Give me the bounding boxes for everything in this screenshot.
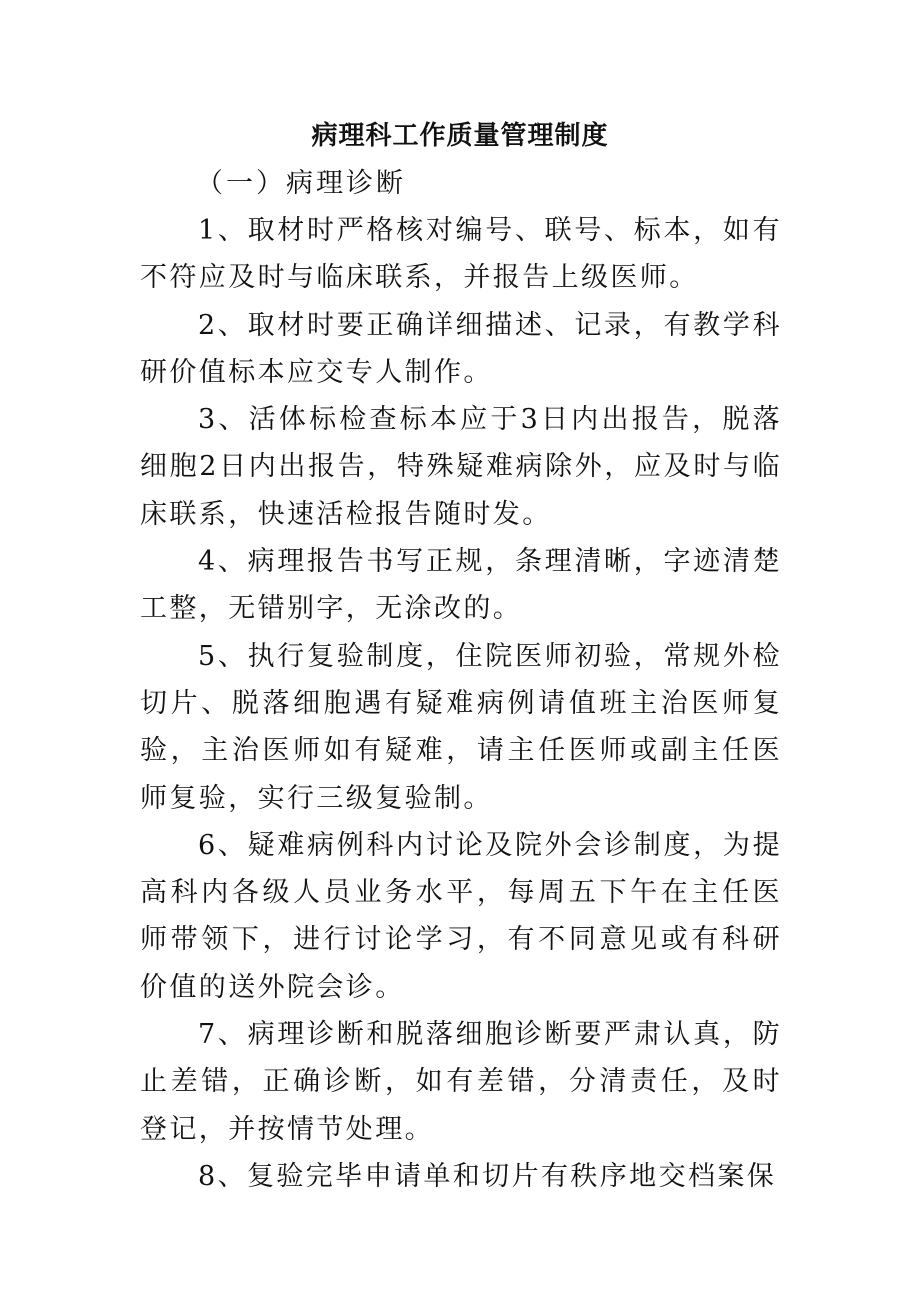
section-heading: （一）病理诊断	[196, 168, 406, 199]
document-body	[140, 207, 782, 1200]
paragraph-3: 3、活体标检查标本应于3日内出报告，脱落细胞2日内出报告，特殊疑难病除外，应及时与临床联系，快速活检报告随时发。	[140, 404, 782, 530]
paragraph-7: 7、病理诊断和脱落细胞诊断要严肃认真，防止差错，正确诊断，如有差错，分清责任，及时登记，并按情节处理。	[140, 1019, 782, 1145]
paragraph-6: 6、疑难病例科内讨论及院外会诊制度，为提高科内各级人员业务水平，每周五下午在主任医师带领下，进行讨论学习，有不同意见或有科研价值的送外院会诊。	[140, 829, 782, 1003]
paragraph-1: 1、取材时严格核对编号、联号、标本，如有不符应及时与临床联系，并报告上级医师。	[140, 215, 782, 294]
paragraph-4: 4、病理报告书写正规，条理清晰，字迹清楚工整，无错别字，无涂改的。	[140, 546, 782, 625]
paragraph-8: 8、复验完毕申请单和切片有秩序地交档案保	[198, 1160, 777, 1192]
paragraph-5: 5、执行复验制度，住院医师初验，常规外检切片、脱落细胞遇有疑难病例请值班主治医师复验，主治医师如有疑难，请主任医师或副主任医师复验，实行三级复验制。	[140, 640, 782, 814]
paragraph-2: 2、取材时要正确详细描述、记录，有教学科研价值标本应交专人制作。	[140, 309, 782, 388]
document-title: 病理科工作质量管理制度	[311, 121, 609, 151]
